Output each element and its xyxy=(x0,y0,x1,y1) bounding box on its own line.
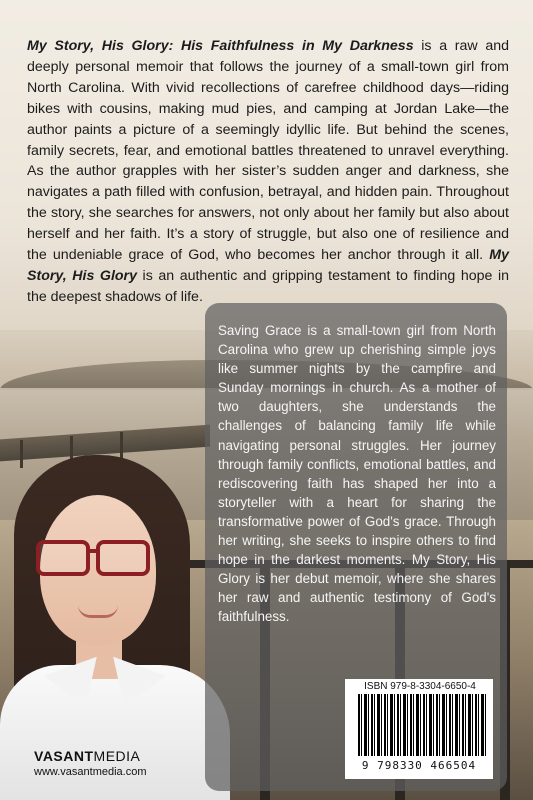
publisher-url: www.vasantmedia.com xyxy=(34,766,147,778)
description-text: is a raw and deeply personal memoir that follows the journey of a small-town girl from North Carolina. With vivid recollections of carefree childhood days—riding bikes with cousins, making mud pies, and camping at Jordan Lake—the author paints a picture of a seemingly idyllic life. But behind the scenes, family secrets, fear, and emotional battles threatened to unravel everything. As the author grapples with her sister’s sudden anger and darkness, she navigates a path filled with confusion, betrayal, and hidden pain. Throughout the story, she searches for answers, not only about her family but also about herself and her faith. It’s a story of struggle, but also one of resilience and the undeniable grace of God, who becomes her anchor through it all. xyxy=(27,38,509,264)
book-title: My Story, His Glory: His Faithfulness in My Darkness xyxy=(27,38,414,54)
glasses-lens xyxy=(36,540,90,576)
publisher-logo xyxy=(34,748,174,768)
isbn-label: ISBN 979-8-3304-6650-4 xyxy=(364,681,476,692)
book-title-short: My Story, His Glory xyxy=(27,247,509,284)
glasses-lens xyxy=(96,540,150,576)
publisher-logo-v: V xyxy=(34,748,43,764)
glasses-bridge xyxy=(86,549,98,553)
author-bio: Saving Grace is a small-town girl from North Carolina who grew up cherishing simple joys like summer nights by the campfire and Sunday mornings in church. As a mother of two daughters, she understands the challenges of balancing family life while navigating personal struggles. Her journey through family conflicts, emotional battles, and rediscovering faith has shaped her into a storyteller with a heart for sharing the transformative power of God's grace. Through her writing, she seeks to inspire others to find hope in the darkest moments. My Story, His Glory is her debut memoir, where she shares her raw and authentic testimony of God's faithfulness. xyxy=(218,323,496,625)
publisher-logo-asant: ASANT xyxy=(42,748,94,764)
book-description xyxy=(27,36,509,308)
barcode-graphic xyxy=(358,694,486,756)
description-text-end: is an authentic and gripping testament to finding hope in the deepest shadows of life. xyxy=(27,267,509,305)
publisher-logo-media: MEDIA xyxy=(93,748,141,764)
isbn-digits: 9 798330 466504 xyxy=(361,759,477,772)
